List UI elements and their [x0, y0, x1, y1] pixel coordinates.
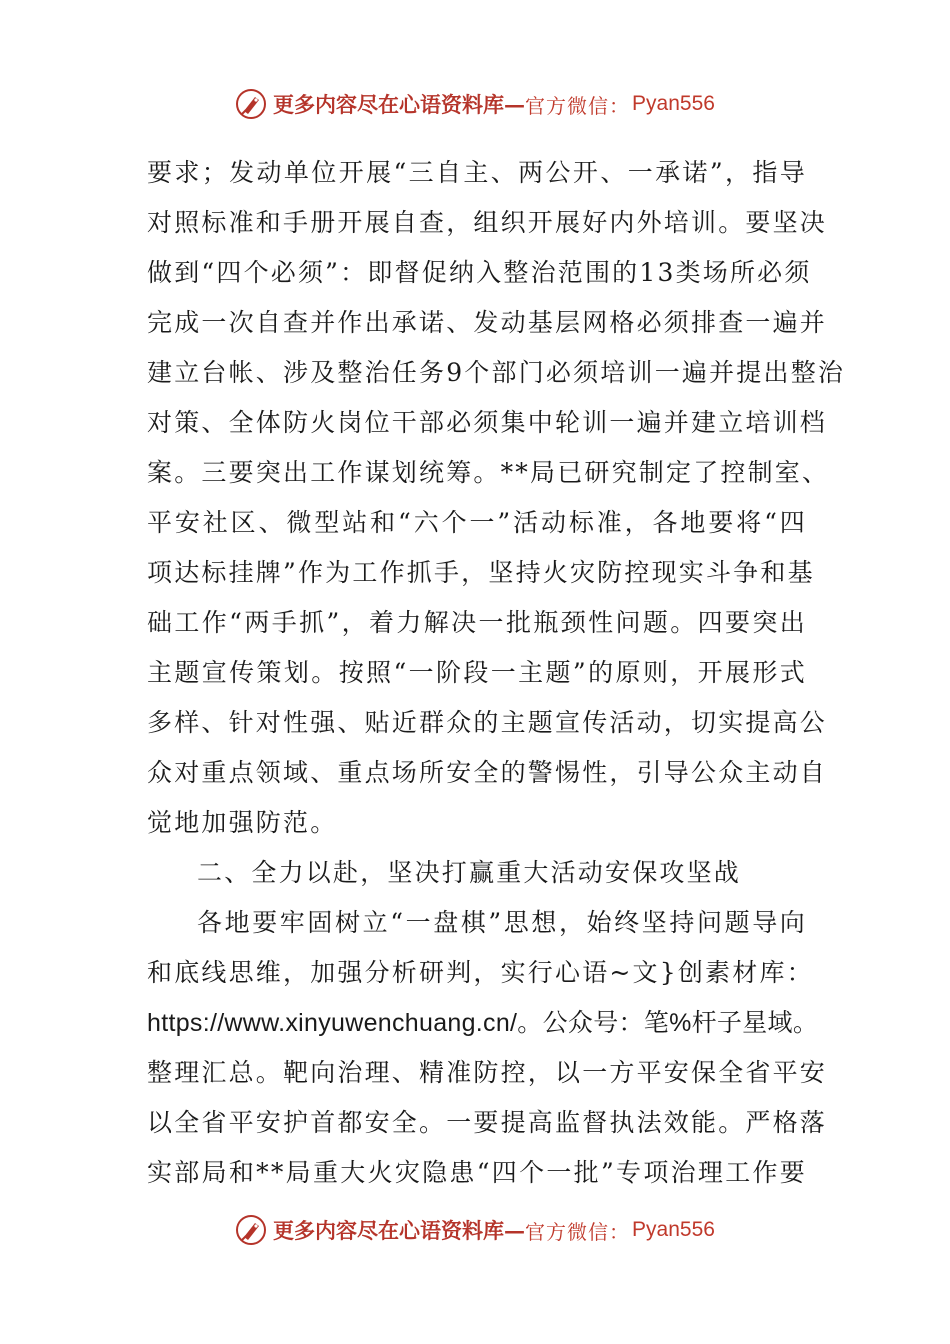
text-line: 对策、全体防火岗位干部必须集中轮训一遍并建立培训档: [147, 408, 828, 437]
banner-separator: —: [504, 91, 526, 117]
text-line: 众对重点领域、重点场所安全的警惕性，引导公众主动自: [147, 758, 828, 787]
text-line: 对照标准和手册开展自查，组织开展好内外培训。要坚决: [147, 208, 828, 237]
text-line: 项达标挂牌”作为工作抓手，坚持火灾防控现实斗争和基: [147, 558, 815, 587]
text-line: 案。三要突出工作谋划统筹。**局已研究制定了控制室、: [147, 458, 830, 487]
text-line: 觉地加强防范。: [147, 808, 338, 837]
header-banner: [0, 84, 950, 124]
banner-official-label: 官方微信：: [525, 1219, 631, 1244]
url-line: https://www.xinyuwenchuang.cn/。公众号：笔%杆子星域。: [147, 1009, 819, 1037]
text-line: 各地要牢固树立“一盘棋”思想，始终坚持问题导向: [197, 908, 807, 937]
banner-wechat-id: Pyan556: [632, 92, 715, 115]
text-line: 实部局和**局重大火灾隐患“四个一批”专项治理工作要: [147, 1158, 807, 1187]
text-line: 整理汇总。靶向治理、精准防控，以一方平安保全省平安: [147, 1058, 828, 1087]
text-line: 完成一次自查并作出承诺、发动基层网格必须排查一遍并: [147, 308, 828, 337]
banner-wechat-id: Pyan556: [632, 1218, 715, 1241]
pen-nib-logo-icon: [235, 1214, 267, 1246]
text-line: 主题宣传策划。按照“一阶段一主题”的原则，开展形式: [147, 658, 807, 687]
banner-brand-text: 更多内容尽在心语资料库: [273, 92, 505, 117]
footer-banner: [0, 1210, 950, 1250]
banner-official-label: 官方微信：: [525, 93, 631, 118]
text-line: 多样、针对性强、贴近群众的主题宣传活动，切实提高公: [147, 708, 828, 737]
text-line: 建立台帐、涉及整治任务9个部门必须培训一遍并提出整治: [147, 358, 846, 387]
banner-separator: —: [504, 1217, 526, 1243]
text-line: 以全省平安护首都安全。一要提高监督执法效能。严格落: [147, 1108, 828, 1137]
section-heading: 二、全力以赴，坚决打赢重大活动安保攻坚战: [197, 858, 742, 887]
banner-brand-text: 更多内容尽在心语资料库: [273, 1218, 505, 1243]
text-line: 础工作“两手抓”，着力解决一批瓶颈性问题。四要突出: [147, 608, 807, 637]
text-line: 要求；发动单位开展“三自主、两公开、一承诺”，指导: [147, 158, 807, 187]
document-body: [147, 148, 846, 1198]
text-line: 做到“四个必须”：即督促纳入整治范围的13类场所必须: [147, 258, 812, 287]
text-line: 和底线思维，加强分析研判，实行心语~文}创素材库：: [147, 958, 814, 987]
pen-nib-logo-icon: [235, 88, 267, 120]
text-line: 平安社区、微型站和“六个一”活动标准，各地要将“四: [147, 508, 807, 537]
